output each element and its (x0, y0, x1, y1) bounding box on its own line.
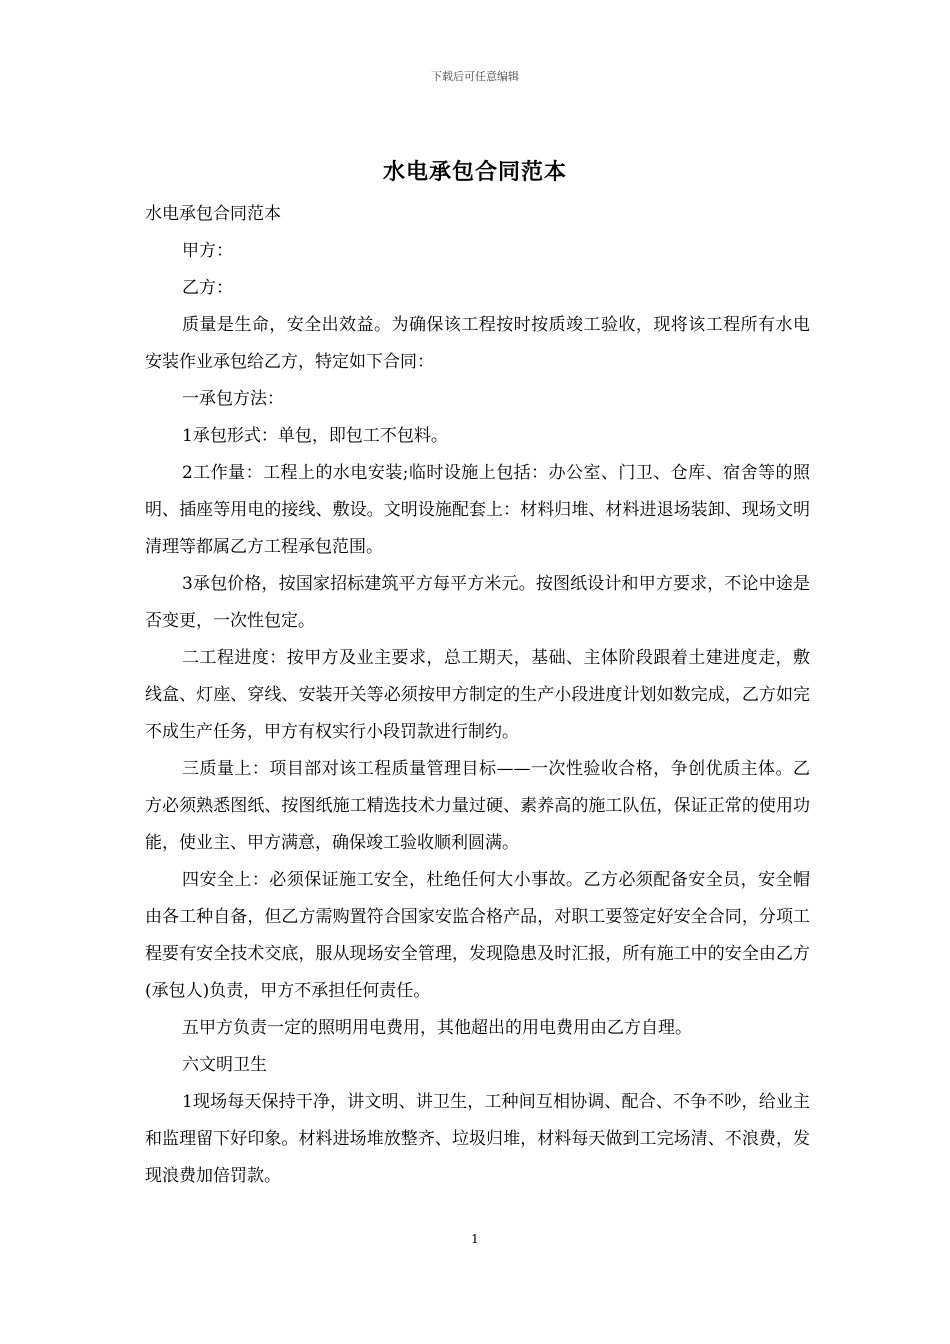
paragraph: 3承包价格，按国家招标建筑平方每平方米元。按图纸设计和甲方要求，不论中途是否变更，一次性包定。 (145, 574, 810, 631)
paragraph: 1现场每天保持干净，讲文明、讲卫生，工种间互相协调、配合、不争不吵，给业主和监理留下好印象。材料进场堆放整齐、垃圾归堆，材料每天做到工完场清、不浪费，发现浪费加倍罚款。 (145, 1092, 810, 1186)
paragraph: 水电承包合同范本 (145, 204, 281, 224)
paragraph: 二工程进度：按甲方及业主要求，总工期天，基础、主体阶段跟着土建进度走，敷线盒、灯座、穿线、安装开关等必须按甲方制定的生产小段进度计划如数完成，乙方如完不成生产任务，甲方有权实行小段罚款进行制约。 (145, 648, 810, 742)
paragraph: 乙方： (182, 278, 233, 298)
page-header: 下载后可任意编辑 (431, 70, 519, 83)
paragraph: 1承包形式：单包，即包工不包料。 (182, 426, 448, 446)
paragraph: 四安全上：必须保证施工安全，杜绝任何大小事故。乙方必须配备安全员，安全帽由各工种自备，但乙方需购置符合国家安监合格产品，对职工要签定好安全合同，分项工程要有安全技术交底，服从现场安全管理，发现隐患及时汇报，所有施工中的安全由乙方(承包人)负责，甲方不承担任何责任。 (145, 870, 810, 1001)
paragraph: 五甲方负责一定的照明用电费用，其他超出的用电费用由乙方自理。 (182, 1018, 692, 1038)
paragraph: 三质量上：项目部对该工程质量管理目标——一次性验收合格，争创优质主体。乙方必须熟悉图纸、按图纸施工精选技术力量过硬、素养高的施工队伍，保证正常的使用功能，使业主、甲方满意，确保竣工验收顺利圆满。 (145, 759, 810, 853)
document-body (145, 196, 810, 1195)
paragraph: 质量是生命，安全出效益。为确保该工程按时按质竣工验收，现将该工程所有水电安装作业承包给乙方，特定如下合同： (145, 315, 810, 372)
paragraph: 2工作量：工程上的水电安装;临时设施上包括：办公室、门卫、仓库、宿舍等的照明、插座等用电的接线、敷设。文明设施配套上：材料归堆、材料进退场装卸、现场文明清理等都属乙方工程承包范围。 (145, 463, 810, 557)
paragraph: 一承包方法： (182, 389, 284, 409)
paragraph: 甲方： (182, 241, 233, 261)
document-title: 水电承包合同范本 (382, 159, 567, 185)
paragraph: 六文明卫生 (182, 1055, 267, 1075)
page-number: 1 (471, 1232, 479, 1246)
